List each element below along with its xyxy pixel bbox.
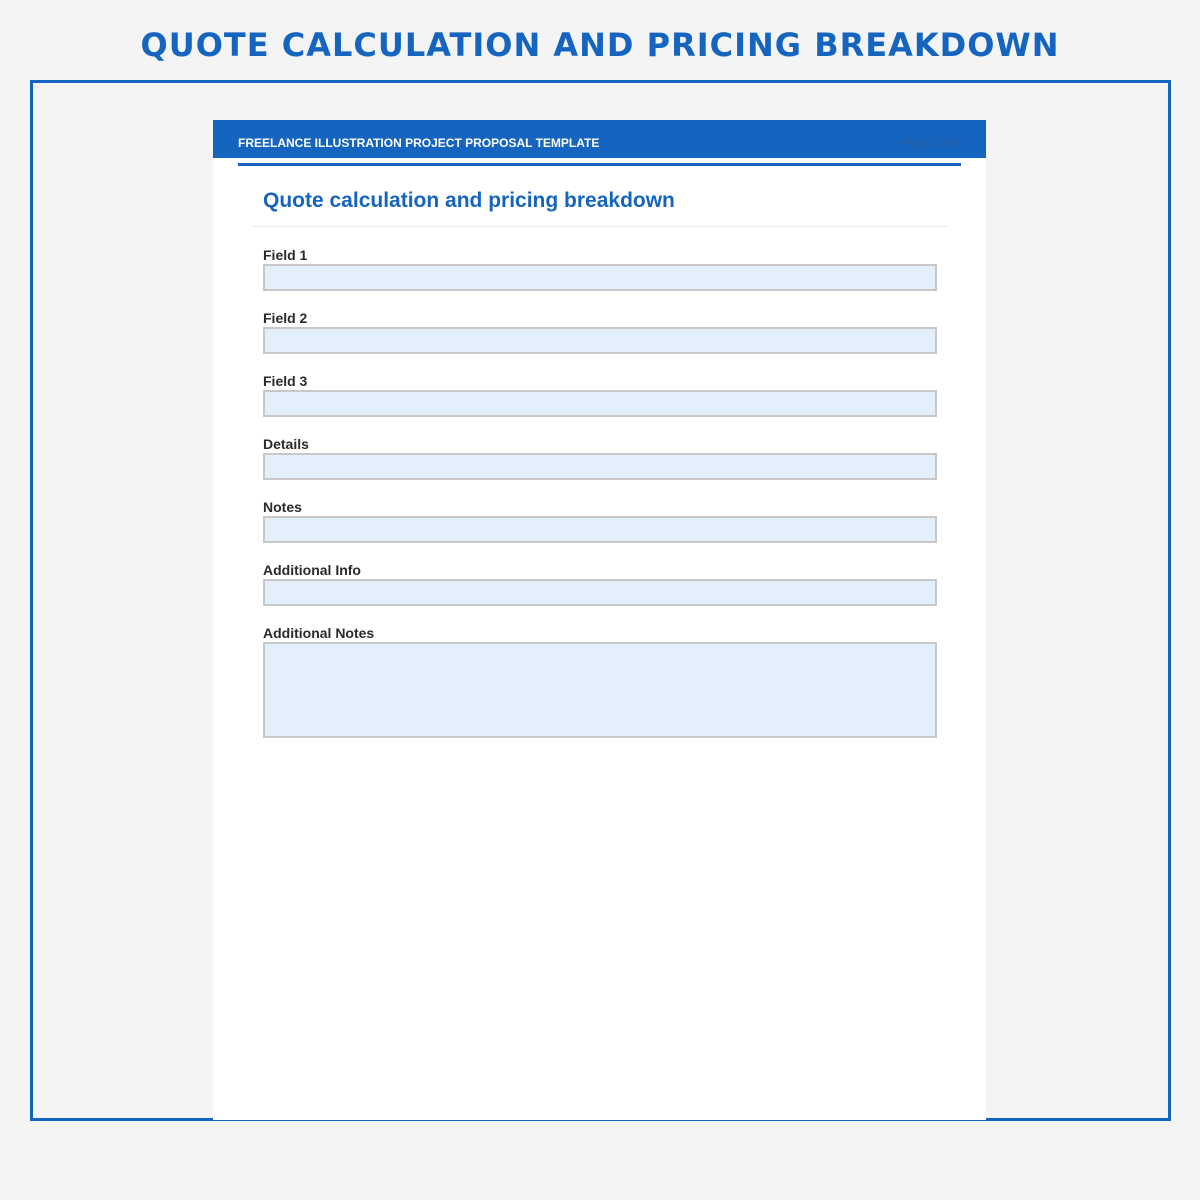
section-heading: Quote calculation and pricing breakdown <box>263 189 675 212</box>
header-divider <box>238 163 961 166</box>
additional-notes-textarea[interactable] <box>263 642 937 738</box>
notes-input[interactable] <box>263 516 937 543</box>
additional-notes-label: Additional Notes <box>263 625 375 641</box>
page-header <box>213 120 986 158</box>
field-1-label: Field 1 <box>263 247 308 263</box>
header-title: FREELANCE ILLUSTRATION PROJECT PROPOSAL TEMPLATE <box>238 136 600 150</box>
field-3-input[interactable] <box>263 390 937 417</box>
additional-info-input[interactable] <box>263 579 937 606</box>
additional-info-label: Additional Info <box>263 562 361 578</box>
notes-label: Notes <box>263 499 302 515</box>
outer-title: QUOTE CALCULATION AND PRICING BREAKDOWN <box>140 26 1060 64</box>
details-input[interactable] <box>263 453 937 480</box>
document-page <box>213 120 986 1120</box>
page-indicator: Page 2 of 4 <box>904 137 961 149</box>
field-1-input[interactable] <box>263 264 937 291</box>
field-2-input[interactable] <box>263 327 937 354</box>
heading-divider <box>251 226 948 227</box>
details-label: Details <box>263 436 309 452</box>
field-3-label: Field 3 <box>263 373 308 389</box>
field-2-label: Field 2 <box>263 310 308 326</box>
